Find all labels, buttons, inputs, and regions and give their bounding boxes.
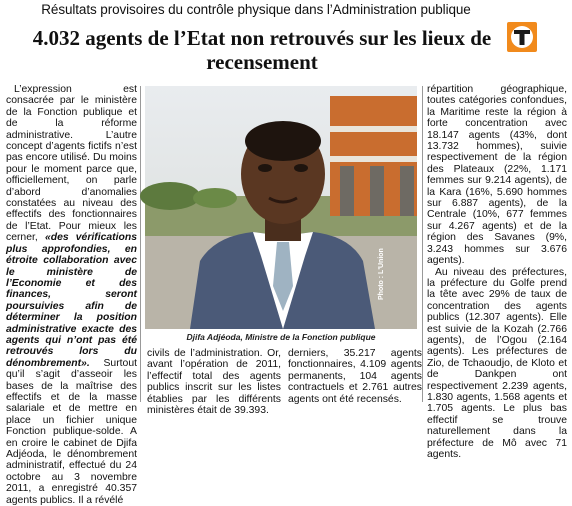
- union-newspaper-logo-icon: [507, 22, 537, 52]
- photo-credit: Photo : L'Union: [378, 248, 385, 300]
- article-kicker: Résultats provisoires du contrôle physique dans l’Administration publique: [41, 2, 471, 17]
- column-divider: [140, 86, 141, 402]
- left-column-paragraph-start: L’expression est consacrée par le ministère de la Fonction publique et de la réforme administrative. L’autre concept d’agents fictifs n’est pas encore utilisé. Du moins pour le moment parce que, officiellement, on parle d’abord d’anomalies constatées au niveau des effectifs des fonctionnaires de l’Etat. Pour mieux les cerner,: [6, 84, 137, 244]
- right-column-paragraph-1: répartition géographique, toutes catégories confondues, la Maritime reste la région à forte concentration avec 18.147 agents (43%, dont 13.732 hommes), suivie respectivement de la région des Plateaux (22%, 1.171 femmes sur 9.214 agents), de la Kara (16%, 5.690 hommes sur 6.887 agents), de la Centrale (10%, 677 femmes sur 4.267 agents) et de la région des Savanes (9%, 3.243 hommes sur 3.676 agents).: [427, 84, 567, 267]
- left-column-paragraph-end: Surtout qu’il s’agit d’asseoir les bases de la maîtrise des effectifs et de la masse salariale et de mettre en place un fichier unique Fonction publique-solde. A en croire le cabinet de Djifa Adjéoda, le dénombrement administratif, effectué du 24 octobre au 3 novembre 2011, a enregistré 40.357 agents publics. Il a révélé: [6, 357, 137, 506]
- minister-photo: [145, 86, 417, 329]
- bottom-column-a: civils de l’administration. Or, avant l’opération de 2011, l’effectif total des agents publics inscrit sur les listes établies par les différents ministères était de 39.393.: [147, 348, 281, 417]
- left-column-emphasis: «des vérifications plus approfondies, en étroite collaboration avec le ministère de l’Economie et des finances, seront poursuivies afin de déterminer la position administrative exacte des agents qui n’ont pas été retrouvés lors du dénombrement».: [6, 232, 137, 369]
- photo-caption: Djifa Adjéoda, Ministre de la Fonction publique: [186, 332, 376, 342]
- bottom-text-row: [145, 344, 425, 417]
- column-divider-right: [422, 86, 423, 402]
- left-column: [6, 84, 137, 506]
- right-column-paragraph-2: Au niveau des préfectures, la préfecture du Golfe prend la tête avec 29% de taux de concentration des agents publics (12.307 agents). Elle est suivie de la Kozah (2.766 agents), de l’Ogou (2.164 agents). Les préfectures de Zio, de Tchaoudjo, de Kloto et de Dankpen ont respectivement 2.239 agents, 1.830 agents, 1.568 agents et 1.705 agents. Le plus bas effectif se trouve naturellement dans la préfecture de Mô avec 71 agents.: [427, 266, 567, 460]
- left-column-text: [6, 84, 137, 506]
- right-column: [427, 84, 567, 460]
- bottom-column-b: derniers, 35.217 agents fonctionnaires, 4.109 agents permanents, 104 agents contractuels et 2.761 autres agents ont été recensés.: [288, 348, 422, 405]
- article-headline: 4.032 agents de l’Etat non retrouvés sur les lieux de recensement: [32, 26, 492, 74]
